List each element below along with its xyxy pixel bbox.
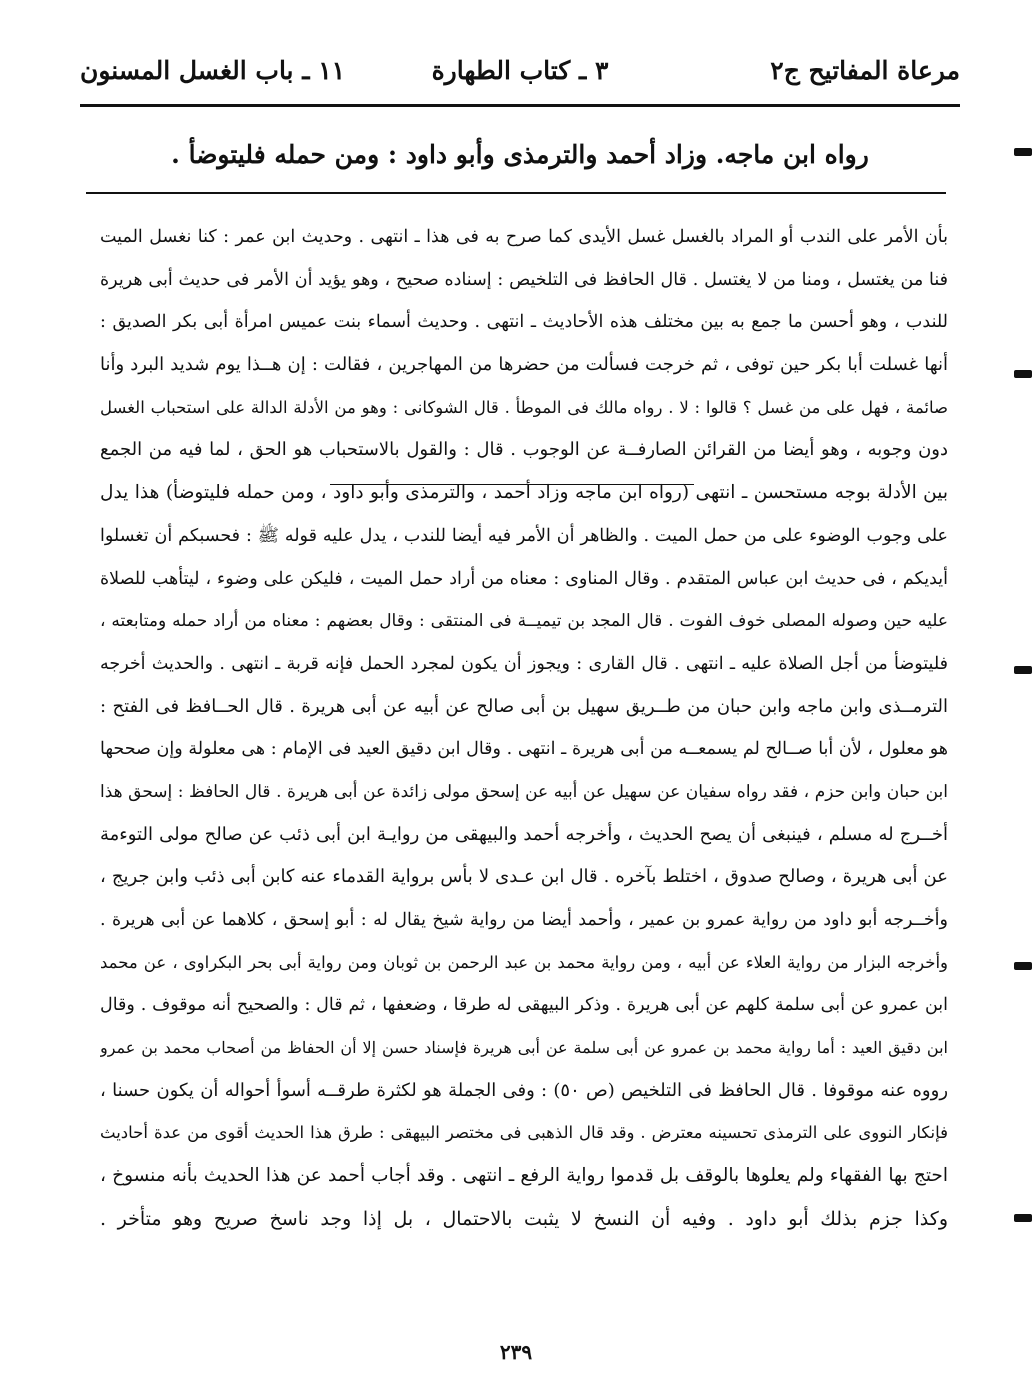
commentary-line: ابن عمرو عن أبى سلمة كلهم عن أبى هريرة . وذكر البيهقى له طرقا ، وضعفها ، ثم قال : والصحيح أنه موقوف . وقال (100, 995, 948, 1016)
commentary-line: رووه عنه موقوفا . قال الحافظ فى التلخيص (ص ٥٠) : وفى الجملة هو لكثرة طرقــه أسوأ أحواله أن يكون حسنا ، (100, 1079, 948, 1101)
commentary-line: فليتوضأ من أجل الصلاة عليه ـ انتهى . قال القارى : ويجوز أن يكون لمجرد الحمل فإنه قربة ـ انتهى . والحديث أخرجه (100, 653, 948, 674)
commentary-line: فإنكار النووى على الترمذى تحسينه معترض . وقد قال الذهبى فى مختصر البيهقى : طرق هذا الحديث أقوى من عدة أحاديث (100, 1123, 948, 1143)
margin-tab-mark (1014, 666, 1032, 674)
commentary-line: على وجوب الوضوء على من حمل الميت . والظاهر أن الأمر فيه أيضا للندب ، يدل عليه قوله ﷺ : فحسبكم أن تغسلوا (100, 525, 948, 546)
commentary-line: أنها غسلت أبا بكر حين توفى ، ثم خرجت فسألت من حضرها من المهاجرين ، فقالت : إن هــذا يوم شديد البرد وأنا (100, 354, 948, 376)
commentary-line: صائمة ، فهل على من غسل ؟ قالوا : لا . رواه مالك فى الموطأ . قال الشوكانى : وهو من الأدلة الدالة على استحباب الغسل (100, 397, 948, 417)
page-number: ٢٣٩ (499, 1340, 533, 1364)
commentary-line: وأخــرجه أبو داود من رواية عمرو بن عمير ، وأحمد أيضا من رواية شيخ يقال له : أبو إسحق ، كلاهما عن أبى هريرة . (100, 910, 948, 930)
commentary-body (100, 216, 948, 1241)
commentary-line: أخــرج له مسلم ، فينبغى أن يصح الحديث ، وأخرجه أحمد والبيهقى من روايـة ابن أبى ذئب عن صالح مولى التوءمة (100, 823, 948, 845)
margin-tab-mark (1014, 1214, 1032, 1222)
margin-tab-mark (1014, 148, 1032, 156)
kitab-title: ٣ ـ كتاب الطهارة (431, 56, 609, 85)
hadith-text: رواه ابن ماجه. وزاد أحمد والترمذى وأبو داود : ومن حمله فليتوضأ . (171, 140, 869, 169)
running-header (80, 52, 960, 98)
commentary-line: وأخرجه البزار من رواية العلاء عن أبيه ، ومن رواية محمد بن عبد الرحمن بن ثوبان ومن رواية أبى بحر البكراوى ، عن محمد (100, 952, 948, 972)
commentary-line: احتج بها الفقهاء ولم يعلوها بالوقف بل قدموا رواية الرفع ـ انتهى . وقد أجاب أحمد عن هذا الحديث بأنه منسوخ ، (100, 1165, 948, 1187)
commentary-line: ابن حبان وابن حزم ، فقد رواه سفيان عن سهيل عن أبيه عن إسحق مولى زائدة عن أبى هريرة . قال الحافظ : إسحق هذا (100, 781, 948, 802)
commentary-line: فنا من يغتسل ، ومنا من لا يغتسل . قال الحافظ فى التلخيص : إسناده صحيح ، وهو يؤيد أن الأمر فى حديث أبى هريرة (100, 269, 948, 290)
book-title: مرعاة المفاتيح ج٢ (770, 56, 960, 85)
inline-rule (330, 484, 694, 485)
commentary-line: دون وجوبه ، وهو أيضا من القرائن الصارفــة عن الوجوب . قال : والقول بالاستحباب هو الحق ، لما فيه من الجمع (100, 439, 948, 461)
commentary-line: هو معلول ، لأن أبا صــالح لم يسمعــه من أبى هريرة ـ انتهى . وقال ابن دقيق العيد فى الإمام : هى معلولة وإن صححها (100, 739, 948, 760)
header-rule (80, 104, 960, 107)
commentary-line: الترمــذى وابن ماجه وابن حبان من طــريق سهيل بن أبى صالح عن أبيه عن أبى هريرة . قال الحــافظ فى الفتح : (100, 695, 948, 717)
commentary-line: بأن الأمر على الندب أو المراد بالغسل غسل الأيدى كما صرح به فى هذا ـ انتهى . وحديث ابن عمر : كنا نغسل الميت (100, 227, 948, 247)
bab-title: ١١ ـ باب الغسل المسنون (80, 56, 346, 85)
commentary-line: أيديكم ، فى حديث ابن عباس المتقدم . وقال المناوى : معناه من أراد حمل الميت ، فليكن على وضوء ، ليتأهب للصلاة (100, 568, 948, 589)
commentary-line: عن أبى هريرة ، وصالح صدوق ، اختلط بآخره . قال ابن عـدى لا بأس برواية القدماء عنه كابن أبى ذئب وابن جريج ، (100, 866, 948, 888)
commentary-line: عليه حين وصوله المصلى خوف الفوت . قال المجد بن تيميــة فى المنتقى : وقال بعضهم : معناه من أراد حمله ومتابعته ، (100, 611, 948, 632)
commentary-line: وكذا جزم بذلك أبو داود . وفيه أن النسخ لا يثبت بالاحتمال ، بل إذا وجد ناسخ صريح وهو متأخر . (100, 1207, 948, 1230)
margin-tab-mark (1014, 370, 1032, 378)
commentary-line: بين الأدلة بوجه مستحسن ـ انتهى (رواه ابن ماجه وزاد أحمد ، والترمذى وأبو داود ، ومن حمله فليتوضأ) هذا يدل (100, 482, 948, 504)
commentary-line: للندب ، وهو أحسن ما جمع به بين مختلف هذه الأحاديث ـ انتهى . وحديث أسماء بنت عميس امرأة أبى بكر الصديق : (100, 312, 948, 333)
commentary-line: ابن دقيق العيد : أما رواية محمد بن عمرو عن أبى سلمة عن أبى هريرة فإسناد حسن إلا أن الحفاظ من أصحاب محمد بن عمرو (100, 1038, 948, 1058)
margin-tab-mark (1014, 962, 1032, 970)
section-divider (86, 192, 946, 194)
